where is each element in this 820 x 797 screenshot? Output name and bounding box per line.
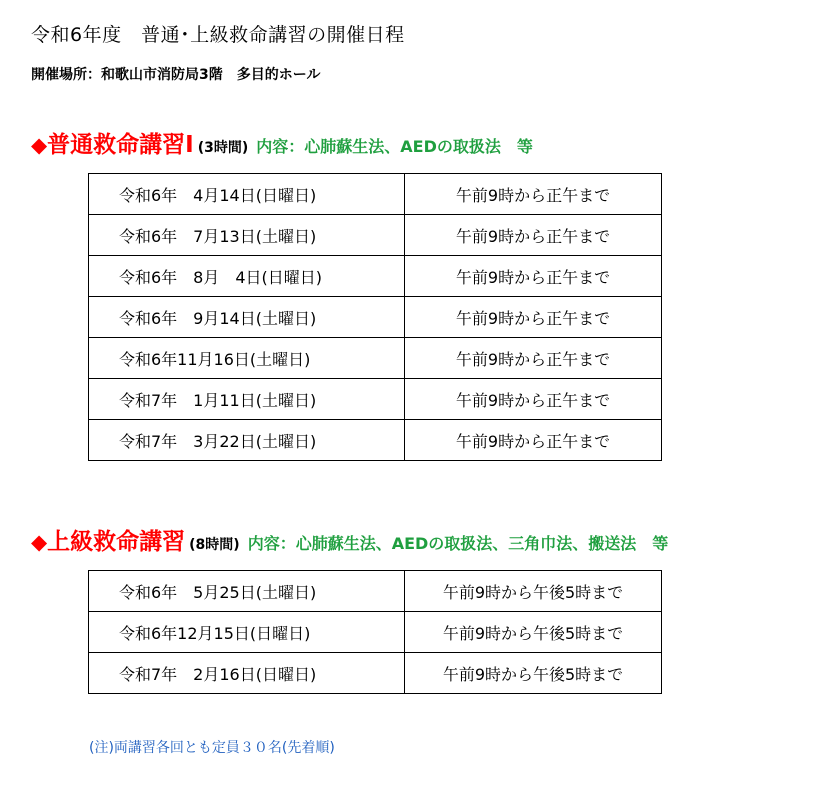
section-title: 上級救命講習 (47, 529, 186, 555)
date-cell: 令和7年 3月22日(土曜日) (89, 420, 405, 461)
time-cell: 午前9時から正午まで (405, 297, 662, 338)
table-row (89, 297, 662, 338)
table-row (89, 338, 662, 379)
table-row (89, 256, 662, 297)
time-cell: 午前9時から午後5時まで (405, 571, 662, 612)
table-row (89, 420, 662, 461)
capacity-note: (注)両講習各回とも定員３０名(先着順) (89, 740, 335, 756)
date-cell: 令和6年 9月14日(土曜日) (89, 297, 405, 338)
time-cell: 午前9時から正午まで (405, 379, 662, 420)
date-cell: 令和6年 5月25日(土曜日) (89, 571, 405, 612)
date-cell: 令和6年 4月14日(日曜日) (89, 174, 405, 215)
date-cell: 令和7年 1月11日(土曜日) (89, 379, 405, 420)
section-heading-basic (31, 126, 533, 159)
section-title: 普通救命講習Ⅰ (47, 132, 194, 158)
time-cell: 午前9時から正午まで (405, 256, 662, 297)
time-cell: 午前9時から午後5時まで (405, 612, 662, 653)
table-row (89, 612, 662, 653)
page-title: 令和6年度 普通･上級救命講習の開催日程 (31, 24, 405, 46)
schedule-table-basic (88, 173, 662, 461)
date-cell: 令和7年 2月16日(日曜日) (89, 653, 405, 694)
time-cell: 午前9時から正午まで (405, 338, 662, 379)
time-cell: 午前9時から正午まで (405, 174, 662, 215)
section-hours: (8時間) (189, 537, 240, 553)
section-content: 内容：心肺蘇生法、AEDの取扱法、三角巾法、搬送法 等 (247, 534, 669, 553)
date-cell: 令和6年 7月13日(土曜日) (89, 215, 405, 256)
time-cell: 午前9時から正午まで (405, 215, 662, 256)
time-cell: 午前9時から正午まで (405, 420, 662, 461)
schedule-table-advanced (88, 570, 662, 694)
section-heading-advanced (31, 523, 668, 556)
time-cell: 午前9時から午後5時まで (405, 653, 662, 694)
table-row (89, 571, 662, 612)
table-row (89, 215, 662, 256)
table-row (89, 653, 662, 694)
date-cell: 令和6年11月16日(土曜日) (89, 338, 405, 379)
date-cell: 令和6年12月15日(日曜日) (89, 612, 405, 653)
diamond-icon: ◆ (31, 133, 48, 157)
venue-text: 開催場所：和歌山市消防局3階 多目的ホール (31, 67, 321, 83)
table-row (89, 174, 662, 215)
table-row (89, 379, 662, 420)
section-hours: (3時間) (197, 140, 249, 156)
section-content: 内容：心肺蘇生法、AEDの取扱法 等 (256, 137, 533, 156)
date-cell: 令和6年 8月 4日(日曜日) (89, 256, 405, 297)
diamond-icon: ◆ (31, 530, 48, 554)
